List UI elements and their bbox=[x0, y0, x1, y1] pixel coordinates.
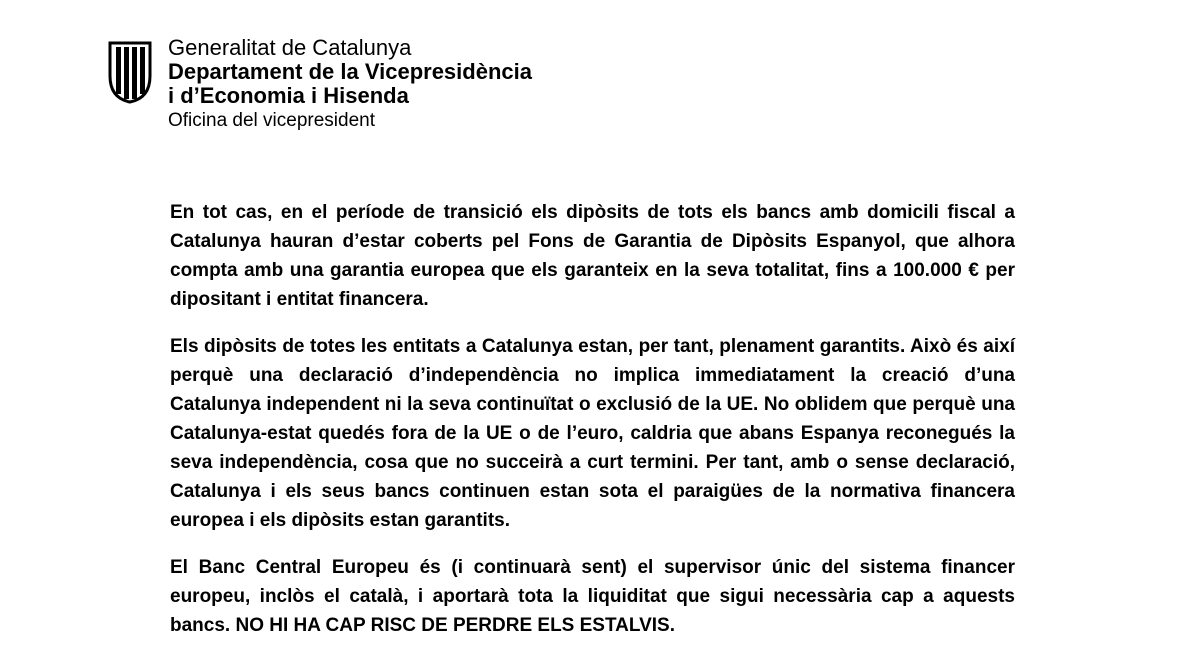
department-name-line2: i d’Economia i Hisenda bbox=[168, 83, 409, 108]
paragraph-transition-period: En tot cas, en el període de transició els dipòsits de tots els bancs amb domicili fiscal a Catalunya hauran d’estar coberts pel Fons de Garantia de Dipòsits Espanyol, que alhora compta amb una garantia europea que els garanteix en la seva totalitat, fins a 100.000 € per dipositant i entitat financera. bbox=[170, 202, 1015, 310]
organization-block bbox=[168, 36, 532, 133]
generalitat-logo-icon bbox=[106, 40, 154, 104]
department-name-line1: Departament de la Vicepresidència bbox=[168, 59, 532, 84]
office-name: Oficina del vicepresident bbox=[168, 110, 375, 131]
organization-name: Generalitat de Catalunya bbox=[168, 35, 412, 60]
document-body bbox=[170, 198, 1015, 658]
paragraph-central-bank: El Banc Central Europeu és (i continuarà sent) el supervisor únic del sistema financer europeu, inclòs el català, i aportarà tota la liquiditat que sigui necessària cap a aquests bancs. NO HI HA CAP RISC DE PERDRE ELS ESTALVIS. bbox=[170, 557, 1015, 636]
letterhead bbox=[106, 36, 532, 133]
paragraph-deposits-guaranteed: Els dipòsits de totes les entitats a Catalunya estan, per tant, plenament garantits. Això és així perquè una declaració d’independència no implica immediatament la creació d’una Catalunya independent ni la seva continuïtat o exclusió de la UE. No oblidem que perquè una Catalunya-estat quedés fora de la UE o de l’euro, caldria que abans Espanya reconegués la seva independència, cosa que no succeirà a curt termini. Per tant, amb o sense declaració, Catalunya i els seus bancs continuen estan sota el paraigües de la normativa financera europea i els dipòsits estan garantits. bbox=[170, 336, 1015, 531]
